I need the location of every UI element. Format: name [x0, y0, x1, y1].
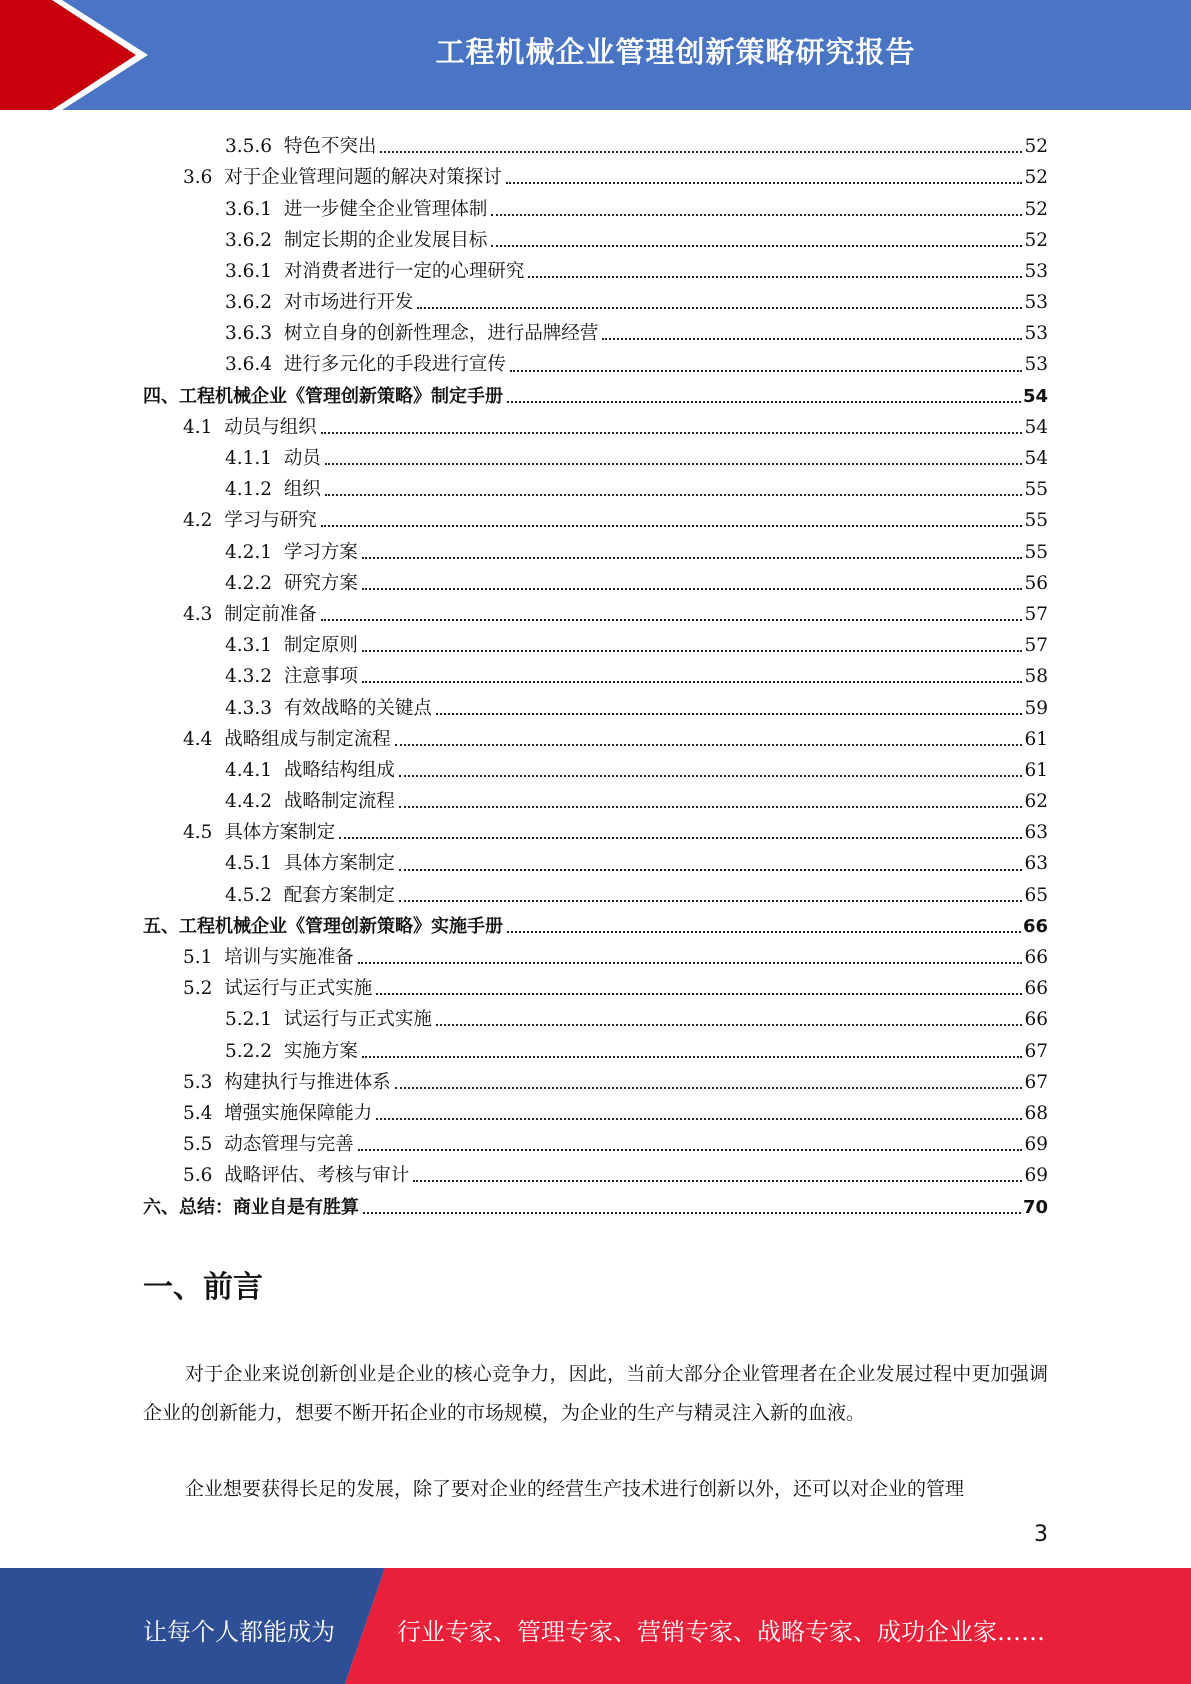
- toc-entry[interactable]: [143, 128, 1048, 159]
- toc-entry-number: 4.1.2: [225, 479, 273, 501]
- toc-entry-title: 动员: [283, 448, 321, 470]
- toc-entry-number: 5.4: [183, 1102, 213, 1124]
- toc-entry-number: 4.4.2: [225, 791, 273, 813]
- toc-entry[interactable]: [143, 1001, 1048, 1032]
- toc-entry-page: 53: [1024, 354, 1048, 376]
- toc-entry-title: 有效战略的关键点: [283, 697, 432, 719]
- toc-entry-page: 52: [1024, 136, 1048, 158]
- document-title: 工程机械企业管理创新策略研究报告: [435, 35, 916, 69]
- toc-entry-number: 3.6.2: [225, 292, 273, 314]
- toc-entry-title: 进行多元化的手段进行宣传: [283, 354, 506, 376]
- toc-entry-number: 4.2: [183, 510, 213, 532]
- toc-entry-number: 5.2.1: [225, 1009, 273, 1031]
- toc-entry-number: 5.3: [183, 1071, 213, 1093]
- toc-leader-dots: [528, 276, 1022, 278]
- toc-leader-dots: [358, 1149, 1023, 1151]
- toc-entry[interactable]: [143, 1126, 1048, 1157]
- toc-entry-title: 树立自身的创新性理念，进行品牌经营: [283, 323, 599, 345]
- toc-entry-title: 特色不突出: [283, 136, 377, 158]
- toc-entry-page: 66: [1022, 916, 1048, 938]
- footer-slogan-right: 行业专家、管理专家、营销专家、战略专家、成功企业家……: [397, 1618, 1045, 1646]
- toc-entry-number: 4.2.1: [225, 541, 273, 563]
- toc-entry-title: 五、工程机械企业《管理创新策略》实施手册: [143, 916, 503, 938]
- toc-entry-page: 53: [1024, 292, 1048, 314]
- toc-leader-dots: [325, 463, 1023, 465]
- toc-leader-dots: [399, 900, 1023, 902]
- toc-entry[interactable]: [143, 845, 1048, 876]
- toc-entry-title: 战略制定流程: [283, 791, 395, 813]
- toc-entry-page: 63: [1024, 822, 1048, 844]
- toc-entry-page: 63: [1024, 853, 1048, 875]
- toc-leader-dots: [602, 338, 1022, 340]
- toc-leader-dots: [362, 557, 1023, 559]
- toc-entry-page: 61: [1024, 728, 1048, 750]
- toc-entry-page: 57: [1024, 635, 1048, 657]
- toc-entry-title: 进一步健全企业管理体制: [283, 198, 488, 220]
- toc-leader-dots: [417, 307, 1022, 309]
- toc-entry[interactable]: [143, 440, 1048, 471]
- toc-leader-dots: [362, 681, 1023, 683]
- toc-entry-title: 对消费者进行一定的心理研究: [283, 260, 525, 282]
- toc-entry-title: 实施方案: [283, 1040, 358, 1062]
- toc-leader-dots: [325, 494, 1023, 496]
- toc-entry[interactable]: [143, 1032, 1048, 1063]
- toc-entry-number: 4.3: [183, 603, 213, 625]
- toc-leader-dots: [436, 713, 1023, 715]
- toc-entry[interactable]: [143, 502, 1048, 533]
- toc-entry[interactable]: [143, 596, 1048, 627]
- page-footer: [0, 1568, 1191, 1684]
- toc-entry[interactable]: [143, 253, 1048, 284]
- toc-entry-title: 战略评估、考核与审计: [224, 1165, 410, 1187]
- toc-entry[interactable]: [143, 658, 1048, 689]
- toc-entry-title: 四、工程机械企业《管理创新策略》制定手册: [143, 386, 503, 408]
- toc-leader-dots: [395, 744, 1023, 746]
- toc-entry-page: 57: [1024, 603, 1048, 625]
- toc-leader-dots: [399, 869, 1023, 871]
- toc-entry-page: 70: [1022, 1197, 1048, 1219]
- toc-leader-dots: [380, 151, 1022, 153]
- section-heading: 一、前言: [143, 1270, 263, 1305]
- toc-entry-title: 构建执行与推进体系: [224, 1071, 391, 1093]
- header-chevron-icon: [0, 0, 160, 110]
- toc-entry-number: 5.2: [183, 978, 213, 1000]
- toc-entry-title: 学习方案: [283, 541, 358, 563]
- toc-entry[interactable]: [143, 533, 1048, 564]
- toc-entry-title: 制定原则: [283, 635, 358, 657]
- toc-entry-number: 3.6.3: [225, 323, 273, 345]
- toc-leader-dots: [399, 775, 1023, 777]
- toc-entry[interactable]: [143, 689, 1048, 720]
- toc-entry-page: 68: [1024, 1102, 1048, 1124]
- toc-entry[interactable]: [143, 1157, 1048, 1188]
- toc-entry-page: 55: [1024, 510, 1048, 532]
- toc-leader-dots: [321, 525, 1023, 527]
- toc-entry-number: 3.6.1: [225, 260, 273, 282]
- toc-entry[interactable]: [143, 190, 1048, 221]
- toc-leader-dots: [363, 1212, 1021, 1214]
- toc-entry-page: 58: [1024, 666, 1048, 688]
- toc-entry[interactable]: [143, 159, 1048, 190]
- toc-entry-page: 62: [1024, 791, 1048, 813]
- toc-entry[interactable]: [143, 222, 1048, 253]
- toc-entry-title: 六、总结：商业自是有胜算: [143, 1197, 359, 1219]
- toc-entry-title: 具体方案制定: [224, 822, 336, 844]
- toc-leader-dots: [339, 837, 1022, 839]
- toc-entry-page: 53: [1024, 260, 1048, 282]
- toc-entry-number: 5.2.2: [225, 1040, 273, 1062]
- footer-slogan-left: 让每个人都能成为: [143, 1618, 335, 1646]
- page-header: [0, 0, 1191, 110]
- toc-leader-dots: [436, 1024, 1023, 1026]
- toc-entry[interactable]: [143, 908, 1048, 939]
- toc-entry[interactable]: [143, 970, 1048, 1001]
- toc-entry-title: 配套方案制定: [283, 884, 395, 906]
- toc-entry-number: 3.6.4: [225, 354, 273, 376]
- body-paragraph: 企业想要获得长足的发展，除了要对企业的经营生产技术进行创新以外，还可以对企业的管理: [185, 1478, 965, 1500]
- toc-leader-dots: [507, 401, 1021, 403]
- toc-entry[interactable]: [143, 1188, 1048, 1219]
- toc-leader-dots: [376, 993, 1022, 995]
- toc-entry-page: 56: [1024, 572, 1048, 594]
- toc-entry-page: 69: [1024, 1165, 1048, 1187]
- toc-entry-title: 动态管理与完善: [224, 1134, 354, 1156]
- toc-entry[interactable]: [143, 471, 1048, 502]
- toc-entry[interactable]: [143, 752, 1048, 783]
- toc-leader-dots: [506, 182, 1023, 184]
- toc-leader-dots: [413, 1180, 1022, 1182]
- page-number: 3: [1034, 1522, 1048, 1547]
- table-of-contents: [143, 128, 1048, 1220]
- toc-leader-dots: [362, 650, 1023, 652]
- toc-entry[interactable]: [143, 939, 1048, 970]
- toc-entry-number: 4.1.1: [225, 448, 273, 470]
- toc-entry-page: 67: [1024, 1071, 1048, 1093]
- toc-entry[interactable]: [143, 378, 1048, 409]
- toc-entry-number: 3.5.6: [225, 136, 273, 158]
- toc-entry[interactable]: [143, 1095, 1048, 1126]
- toc-entry-number: 4.5.1: [225, 853, 273, 875]
- toc-entry-title: 具体方案制定: [283, 853, 395, 875]
- toc-entry-page: 61: [1024, 759, 1048, 781]
- toc-entry-title: 战略结构组成: [283, 759, 395, 781]
- toc-entry-title: 试运行与正式实施: [283, 1009, 432, 1031]
- toc-entry-number: 3.6: [183, 167, 213, 189]
- toc-leader-dots: [399, 806, 1023, 808]
- toc-entry[interactable]: [143, 1064, 1048, 1095]
- toc-entry-title: 组织: [283, 479, 321, 501]
- toc-entry-title: 试运行与正式实施: [224, 978, 373, 1000]
- toc-entry-number: 5.1: [183, 947, 213, 969]
- toc-leader-dots: [321, 619, 1023, 621]
- toc-entry[interactable]: [143, 783, 1048, 814]
- toc-entry-page: 66: [1024, 978, 1048, 1000]
- toc-entry[interactable]: [143, 721, 1048, 752]
- toc-entry-page: 59: [1024, 697, 1048, 719]
- toc-entry-number: 5.6: [183, 1165, 213, 1187]
- toc-entry-page: 55: [1024, 479, 1048, 501]
- toc-entry-title: 注意事项: [283, 666, 358, 688]
- toc-entry-title: 对于企业管理问题的解决对策探讨: [224, 167, 502, 189]
- toc-entry-page: 65: [1024, 884, 1048, 906]
- toc-entry[interactable]: [143, 315, 1048, 346]
- toc-entry-page: 55: [1024, 541, 1048, 563]
- toc-leader-dots: [491, 214, 1022, 216]
- toc-entry-number: 4.5.2: [225, 884, 273, 906]
- toc-entry-page: 54: [1022, 386, 1048, 408]
- toc-entry-title: 增强实施保障能力: [224, 1102, 373, 1124]
- toc-entry-number: 4.3.1: [225, 635, 273, 657]
- toc-entry[interactable]: [143, 627, 1048, 658]
- toc-entry-title: 制定前准备: [224, 603, 317, 625]
- toc-leader-dots: [510, 370, 1023, 372]
- toc-leader-dots: [321, 432, 1023, 434]
- toc-leader-dots: [358, 962, 1023, 964]
- toc-entry-page: 52: [1024, 229, 1048, 251]
- toc-entry-number: 4.5: [183, 822, 213, 844]
- toc-entry[interactable]: [143, 877, 1048, 908]
- toc-entry-number: 3.6.1: [225, 198, 273, 220]
- toc-entry-page: 52: [1024, 167, 1048, 189]
- toc-entry-title: 制定长期的企业发展目标: [283, 229, 488, 251]
- toc-entry-number: 4.2.2: [225, 572, 273, 594]
- toc-entry-page: 66: [1024, 1009, 1048, 1031]
- toc-leader-dots: [491, 245, 1022, 247]
- toc-entry-title: 战略组成与制定流程: [224, 728, 391, 750]
- toc-entry-number: 4.3.3: [225, 697, 273, 719]
- toc-entry-title: 动员与组织: [224, 416, 317, 438]
- toc-entry-page: 69: [1024, 1134, 1048, 1156]
- toc-entry[interactable]: [143, 409, 1048, 440]
- toc-entry-title: 对市场进行开发: [283, 292, 414, 314]
- toc-leader-dots: [395, 1087, 1023, 1089]
- toc-entry-page: 54: [1024, 416, 1048, 438]
- toc-entry-number: 4.1: [183, 416, 213, 438]
- toc-entry-title: 学习与研究: [224, 510, 317, 532]
- toc-entry-title: 培训与实施准备: [224, 947, 354, 969]
- toc-leader-dots: [362, 1056, 1023, 1058]
- toc-leader-dots: [376, 1118, 1022, 1120]
- toc-entry-number: 3.6.2: [225, 229, 273, 251]
- toc-entry-number: 4.4.1: [225, 759, 273, 781]
- toc-leader-dots: [362, 588, 1023, 590]
- toc-entry-number: 4.3.2: [225, 666, 273, 688]
- toc-entry-number: 4.4: [183, 728, 213, 750]
- toc-entry-page: 54: [1024, 448, 1048, 470]
- toc-leader-dots: [507, 931, 1021, 933]
- toc-entry-page: 53: [1024, 323, 1048, 345]
- toc-entry[interactable]: [143, 284, 1048, 315]
- toc-entry[interactable]: [143, 565, 1048, 596]
- toc-entry-page: 52: [1024, 198, 1048, 220]
- toc-entry[interactable]: [143, 814, 1048, 845]
- toc-entry-number: 5.5: [183, 1134, 213, 1156]
- body-paragraph: 对于企业来说创新创业是企业的核心竞争力，因此，当前大部分企业管理者在企业发展过程中更加强调企业的创新能力，想要不断开拓企业的市场规模，为企业的生产与精灵注入新的血液。: [143, 1363, 1048, 1424]
- toc-entry[interactable]: [143, 346, 1048, 377]
- toc-entry-title: 研究方案: [283, 572, 358, 594]
- toc-entry-page: 67: [1024, 1040, 1048, 1062]
- toc-entry-page: 66: [1024, 947, 1048, 969]
